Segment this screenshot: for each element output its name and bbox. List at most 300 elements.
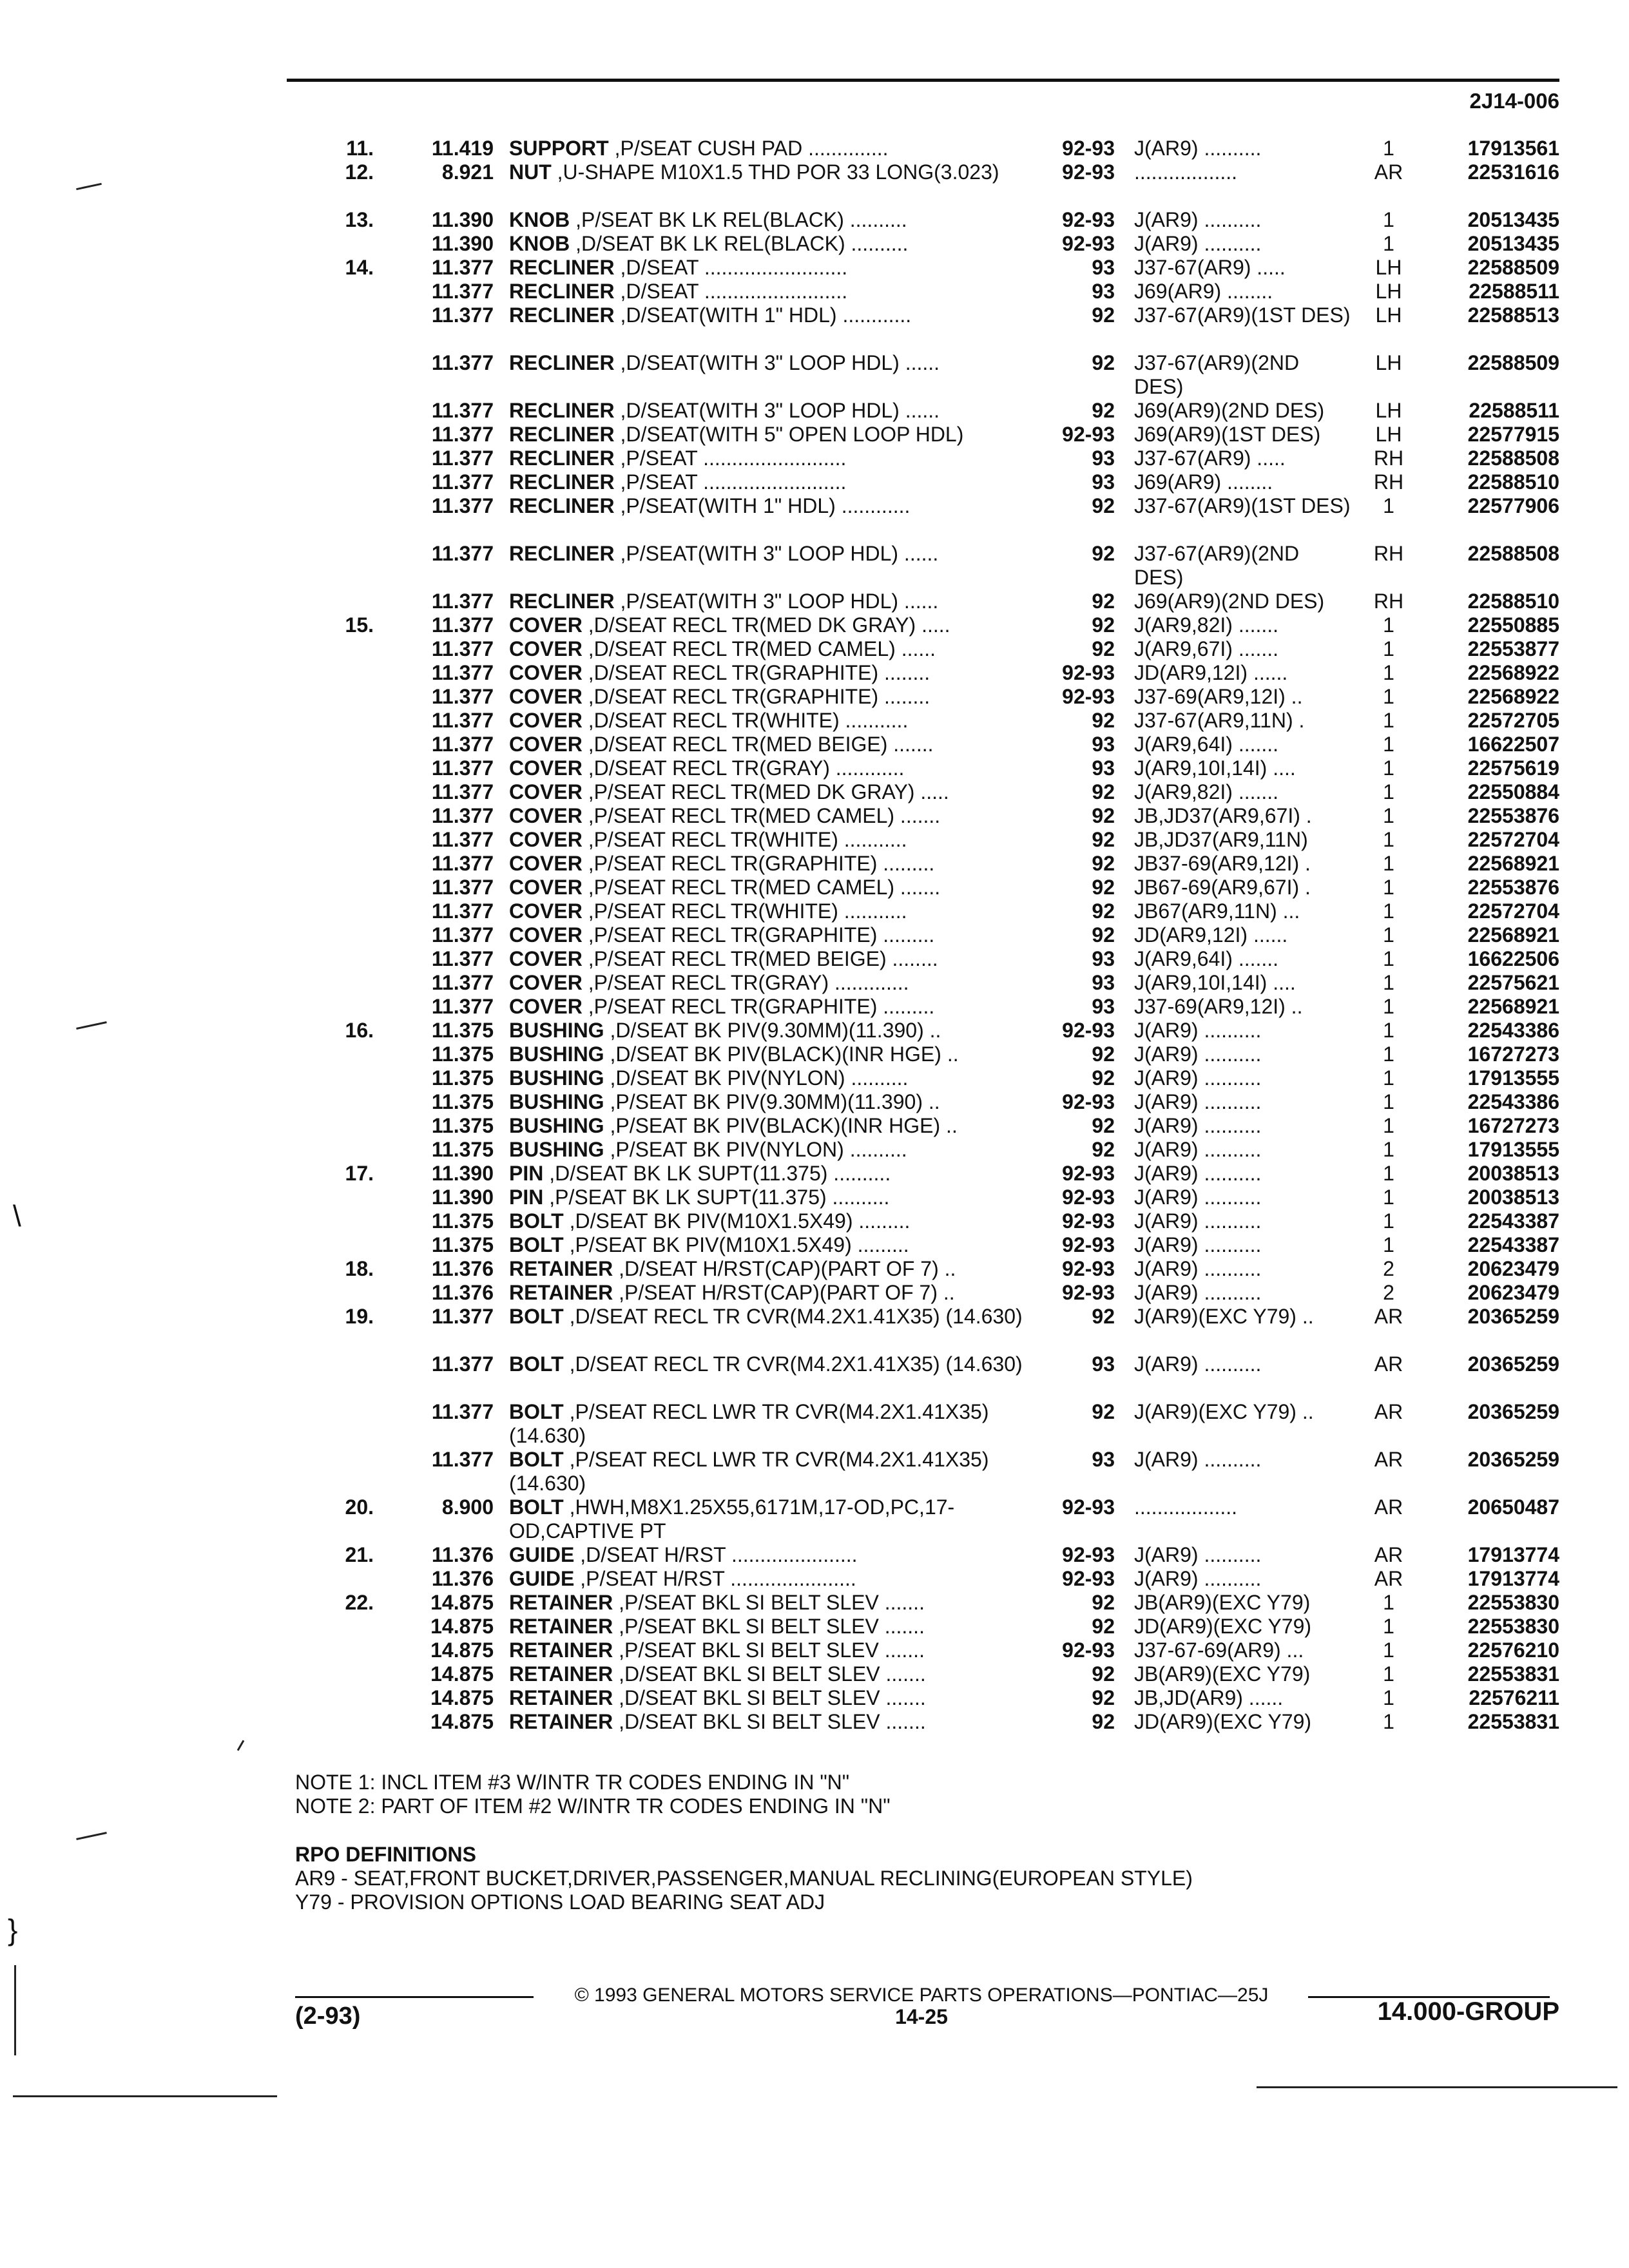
model-years: 92 xyxy=(1092,1686,1115,1709)
group-number: 14.875 xyxy=(430,1639,494,1662)
group-number: 11.377 xyxy=(431,828,494,851)
part-detail: ,P/SEAT RECL TR(GRAPHITE) ......... xyxy=(582,923,935,947)
part-number: 20038513 xyxy=(1467,1162,1559,1185)
quantity: 1 xyxy=(1383,971,1394,994)
group-number: 11.390 xyxy=(431,1186,494,1209)
part-row xyxy=(0,1305,1629,1352)
model-years: 92 xyxy=(1092,399,1115,422)
application: J(AR9) .......... xyxy=(1134,232,1262,255)
part-name: BUSHING xyxy=(509,1090,604,1113)
quantity: 1 xyxy=(1383,1090,1394,1113)
part-name: COVER xyxy=(509,709,583,732)
quantity: 1 xyxy=(1383,828,1394,851)
part-name: RECLINER xyxy=(509,303,615,327)
application: JB,JD37(AR9,67I) . xyxy=(1134,804,1312,827)
group-number: 11.377 xyxy=(431,542,494,565)
quantity: 1 xyxy=(1383,613,1394,637)
part-name: RETAINER xyxy=(509,1281,613,1304)
group-number: 11.419 xyxy=(431,137,494,160)
description xyxy=(509,1567,1044,1591)
group-number: 11.377 xyxy=(431,447,494,470)
part-name: RECLINER xyxy=(509,590,615,613)
part-name: RECLINER xyxy=(509,470,615,494)
description xyxy=(509,733,1044,756)
description xyxy=(509,1233,1044,1257)
model-years: 92 xyxy=(1092,590,1115,613)
quantity: AR xyxy=(1374,1543,1403,1566)
model-years: 92 xyxy=(1092,637,1115,660)
model-years: 92 xyxy=(1092,828,1115,851)
model-years: 92 xyxy=(1092,542,1115,565)
application: JD(AR9,12I) ...... xyxy=(1134,923,1288,947)
part-number: 22553877 xyxy=(1467,637,1559,660)
part-name: BOLT xyxy=(509,1233,564,1256)
application: J(AR9,82I) ....... xyxy=(1134,613,1279,637)
description xyxy=(509,1162,1044,1186)
copyright-line: © 1993 GENERAL MOTORS SERVICE PARTS OPERATIONS—PONTIAC—25J xyxy=(574,1984,1269,2006)
model-years: 92 xyxy=(1092,303,1115,327)
model-years: 93 xyxy=(1092,947,1115,970)
part-name: RETAINER xyxy=(509,1686,613,1709)
model-years: 92 xyxy=(1092,852,1115,875)
part-number: 22543387 xyxy=(1467,1233,1559,1256)
part-number: 17913774 xyxy=(1467,1543,1559,1566)
scan-mark xyxy=(14,1965,16,2055)
quantity: 1 xyxy=(1383,1019,1394,1042)
part-name: BOLT xyxy=(509,1209,564,1233)
application: J(AR9) .......... xyxy=(1134,208,1262,231)
rpo-line-y79: Y79 - PROVISION OPTIONS LOAD BEARING SEAT ADJ xyxy=(295,1890,825,1914)
part-number: 22588511 xyxy=(1469,399,1559,422)
group-number: 11.375 xyxy=(431,1114,494,1137)
part-detail: ,P/SEAT H/RST ...................... xyxy=(574,1567,856,1590)
part-name: COVER xyxy=(509,852,583,875)
model-years: 93 xyxy=(1092,256,1115,279)
quantity: 1 xyxy=(1383,232,1394,255)
part-name: COVER xyxy=(509,828,583,851)
group-number: 11.377 xyxy=(431,685,494,708)
application: J(AR9) .......... xyxy=(1134,1019,1262,1042)
part-row xyxy=(0,756,1629,780)
part-row xyxy=(0,947,1629,971)
part-row xyxy=(0,1352,1629,1400)
description xyxy=(509,804,1044,828)
model-years: 92-93 xyxy=(1062,1639,1115,1662)
application: J(AR9) .......... xyxy=(1134,1543,1262,1566)
part-number: 22588510 xyxy=(1467,590,1559,613)
part-row xyxy=(0,423,1629,447)
quantity: 1 xyxy=(1383,756,1394,780)
part-detail: ,P/SEAT RECL TR(MED CAMEL) ....... xyxy=(582,876,941,899)
part-name: RETAINER xyxy=(509,1639,613,1662)
part-detail: ,P/SEAT CUSH PAD .............. xyxy=(608,137,889,160)
application: J(AR9) .......... xyxy=(1134,1138,1262,1161)
part-row xyxy=(0,1495,1629,1543)
quantity: 1 xyxy=(1383,1591,1394,1614)
description xyxy=(509,1186,1044,1209)
part-name: BOLT xyxy=(509,1400,564,1423)
model-years: 93 xyxy=(1092,470,1115,494)
part-detail: ,P/SEAT BK PIV(M10X1.5X49) ......... xyxy=(563,1233,909,1256)
group-number: 11.375 xyxy=(431,1019,494,1042)
application: J37-67(AR9) ..... xyxy=(1134,256,1286,279)
part-name: RETAINER xyxy=(509,1591,613,1614)
part-number: 22572705 xyxy=(1467,709,1559,732)
part-number: 22576210 xyxy=(1467,1639,1559,1662)
description xyxy=(509,1066,1044,1090)
model-years: 92 xyxy=(1092,709,1115,732)
part-row xyxy=(0,256,1629,280)
part-number: 17913555 xyxy=(1467,1066,1559,1090)
scan-mark xyxy=(1257,2086,1617,2088)
description xyxy=(509,351,1044,375)
part-detail: ,D/SEAT RECL TR(MED DK GRAY) ..... xyxy=(582,613,950,637)
model-years: 92-93 xyxy=(1062,1186,1115,1209)
part-row xyxy=(0,613,1629,637)
application: JB(AR9)(EXC Y79) xyxy=(1134,1591,1311,1614)
application: J(AR9) .......... xyxy=(1134,1043,1262,1066)
group-number: 11.377 xyxy=(431,852,494,875)
part-row xyxy=(0,828,1629,852)
part-row xyxy=(0,1567,1629,1591)
group-number: 11.377 xyxy=(431,1305,494,1328)
part-name: RECLINER xyxy=(509,542,615,565)
model-years: 92 xyxy=(1092,780,1115,803)
part-row xyxy=(0,303,1629,351)
quantity: 1 xyxy=(1383,1615,1394,1638)
application: J37-67(AR9) ..... xyxy=(1134,447,1286,470)
item-number: 17. xyxy=(345,1162,374,1185)
model-years: 93 xyxy=(1092,280,1115,303)
quantity: LH xyxy=(1375,256,1402,279)
application: J37-67(AR9)(1ST DES) xyxy=(1134,494,1351,517)
application: JB(AR9)(EXC Y79) xyxy=(1134,1662,1311,1686)
quantity: 1 xyxy=(1383,1710,1394,1733)
quantity: 1 xyxy=(1383,661,1394,684)
part-row xyxy=(0,1686,1629,1710)
application: J37-69(AR9,12I) .. xyxy=(1134,995,1303,1018)
description xyxy=(509,1257,1044,1281)
quantity: 1 xyxy=(1383,995,1394,1018)
top-rule xyxy=(287,79,1559,82)
description xyxy=(509,1448,1044,1495)
application: J(AR9) .......... xyxy=(1134,1567,1262,1590)
part-detail: ,P/SEAT BKL SI BELT SLEV ....... xyxy=(613,1591,925,1614)
group-number: 11.377 xyxy=(431,470,494,494)
item-number: 11. xyxy=(346,137,374,160)
application: J(AR9)(EXC Y79) .. xyxy=(1134,1305,1314,1328)
model-years: 92-93 xyxy=(1062,1233,1115,1256)
description xyxy=(509,852,1044,876)
description xyxy=(509,256,1044,280)
part-name: COVER xyxy=(509,661,583,684)
application: JB67-69(AR9,67I) . xyxy=(1134,876,1311,899)
quantity: RH xyxy=(1373,590,1404,613)
part-row xyxy=(0,1591,1629,1615)
description xyxy=(509,447,1044,470)
description xyxy=(509,685,1044,709)
part-number: 22588508 xyxy=(1467,542,1559,565)
description xyxy=(509,1710,1044,1734)
part-row xyxy=(0,280,1629,303)
part-row xyxy=(0,1090,1629,1114)
quantity: LH xyxy=(1375,399,1402,422)
part-name: COVER xyxy=(509,995,583,1018)
part-detail: ,P/SEAT RECL TR(WHITE) ........... xyxy=(582,828,907,851)
part-detail: ,D/SEAT RECL TR(GRAPHITE) ........ xyxy=(582,685,930,708)
part-name: NUT xyxy=(509,160,552,184)
part-row xyxy=(0,637,1629,661)
model-years: 93 xyxy=(1092,733,1115,756)
quantity: 1 xyxy=(1383,1043,1394,1066)
model-years: 92 xyxy=(1092,1138,1115,1161)
part-name: COVER xyxy=(509,923,583,947)
group-number: 11.377 xyxy=(431,399,494,422)
group-number: 11.376 xyxy=(431,1257,494,1280)
application: J69(AR9) ........ xyxy=(1134,470,1273,494)
part-number: 22568922 xyxy=(1467,661,1559,684)
quantity: 1 xyxy=(1383,494,1394,517)
scan-glyph: } xyxy=(8,1913,18,1946)
part-row xyxy=(0,494,1629,542)
application: JB,JD(AR9) ...... xyxy=(1134,1686,1284,1709)
group-number: 11.377 xyxy=(431,256,494,279)
part-number: 22553831 xyxy=(1467,1710,1559,1733)
description xyxy=(509,709,1044,733)
application: J(AR9) .......... xyxy=(1134,1448,1262,1471)
model-years: 92-93 xyxy=(1062,1567,1115,1590)
part-row xyxy=(0,1209,1629,1233)
part-row xyxy=(0,542,1629,590)
application: J(AR9) .......... xyxy=(1134,1186,1262,1209)
part-detail: ,D/SEAT RECL TR CVR(M4.2X1.41X35) (14.630) xyxy=(563,1352,1023,1376)
model-years: 93 xyxy=(1092,971,1115,994)
part-detail: ,D/SEAT RECL TR(GRAY) ............ xyxy=(582,756,905,780)
application: J(AR9,10I,14I) .... xyxy=(1134,971,1296,994)
part-name: BOLT xyxy=(509,1495,564,1519)
application: J37-69(AR9,12I) .. xyxy=(1134,685,1303,708)
part-row xyxy=(0,1281,1629,1305)
footer-rule-left xyxy=(295,1996,534,1998)
part-row xyxy=(0,470,1629,494)
quantity: 1 xyxy=(1383,804,1394,827)
part-name: COVER xyxy=(509,613,583,637)
description xyxy=(509,995,1044,1019)
part-detail: ,D/SEAT H/RST ...................... xyxy=(574,1543,858,1566)
part-name: COVER xyxy=(509,685,583,708)
part-name: BUSHING xyxy=(509,1066,604,1090)
quantity: 1 xyxy=(1383,1233,1394,1256)
model-years: 93 xyxy=(1092,447,1115,470)
part-number: 22576211 xyxy=(1469,1686,1559,1709)
part-row xyxy=(0,351,1629,399)
application: J(AR9) .......... xyxy=(1134,1281,1262,1304)
application: J69(AR9)(1ST DES) xyxy=(1134,423,1321,446)
application: JD(AR9)(EXC Y79) xyxy=(1134,1710,1312,1733)
part-number: 22588509 xyxy=(1467,351,1559,374)
quantity: 1 xyxy=(1383,208,1394,231)
part-name: COVER xyxy=(509,899,583,923)
part-number: 22553876 xyxy=(1467,876,1559,899)
quantity: 2 xyxy=(1383,1281,1394,1304)
model-years: 92 xyxy=(1092,804,1115,827)
item-number: 15. xyxy=(345,613,374,637)
quantity: RH xyxy=(1373,470,1404,494)
scan-glyph: \ xyxy=(13,1199,21,1233)
group-number: 11.377 xyxy=(431,494,494,517)
part-detail: ,U-SHAPE M10X1.5 THD POR 33 LONG(3.023) xyxy=(551,160,999,184)
description xyxy=(509,1662,1044,1686)
group-number: 11.377 xyxy=(431,780,494,803)
group-number: 11.377 xyxy=(431,876,494,899)
group-label: 14.000-GROUP xyxy=(1377,1997,1559,2026)
part-number: 22572704 xyxy=(1467,899,1559,923)
part-name: BUSHING xyxy=(509,1138,604,1161)
group-number: 11.377 xyxy=(431,709,494,732)
quantity: AR xyxy=(1374,1448,1403,1471)
application: J(AR9) .......... xyxy=(1134,1114,1262,1137)
model-years: 92 xyxy=(1092,899,1115,923)
model-years: 92-93 xyxy=(1062,1543,1115,1566)
part-detail: ,P/SEAT BK PIV(BLACK)(INR HGE) .. xyxy=(604,1114,958,1137)
group-number: 11.377 xyxy=(431,756,494,780)
group-number: 11.377 xyxy=(431,280,494,303)
part-detail: ,P/SEAT BK LK SUPT(11.375) .......... xyxy=(543,1186,890,1209)
part-number: 22575619 xyxy=(1467,756,1559,780)
part-row xyxy=(0,232,1629,256)
description xyxy=(509,590,1044,613)
model-years: 92-93 xyxy=(1062,661,1115,684)
description xyxy=(509,1090,1044,1114)
part-number: 22568921 xyxy=(1467,852,1559,875)
part-row xyxy=(0,447,1629,470)
part-name: BOLT xyxy=(509,1448,564,1471)
part-row xyxy=(0,971,1629,995)
scan-mark xyxy=(13,2095,277,2097)
part-name: RECLINER xyxy=(509,423,615,446)
part-detail: ,P/SEAT ......................... xyxy=(614,447,847,470)
part-name: COVER xyxy=(509,971,583,994)
description xyxy=(509,1400,1044,1448)
description xyxy=(509,1281,1044,1305)
description xyxy=(509,876,1044,899)
part-name: COVER xyxy=(509,637,583,660)
part-row xyxy=(0,1114,1629,1138)
part-number: 16622506 xyxy=(1467,947,1559,970)
part-name: SUPPORT xyxy=(509,137,609,160)
part-row xyxy=(0,1257,1629,1281)
part-number: 22572704 xyxy=(1467,828,1559,851)
part-name: RECLINER xyxy=(509,447,615,470)
part-number: 22553830 xyxy=(1467,1615,1559,1638)
quantity: 1 xyxy=(1383,876,1394,899)
part-number: 22568921 xyxy=(1467,995,1559,1018)
part-row xyxy=(0,1233,1629,1257)
quantity: 1 xyxy=(1383,733,1394,756)
part-number: 22550884 xyxy=(1467,780,1559,803)
quantity: RH xyxy=(1373,447,1404,470)
part-row xyxy=(0,1710,1629,1734)
part-number: 22588509 xyxy=(1467,256,1559,279)
part-name: RECLINER xyxy=(509,494,615,517)
quantity: 1 xyxy=(1383,1186,1394,1209)
part-row xyxy=(0,1639,1629,1662)
part-row xyxy=(0,1019,1629,1043)
description xyxy=(509,1686,1044,1710)
application: J(AR9) .......... xyxy=(1134,1257,1262,1280)
item-number: 18. xyxy=(345,1257,374,1280)
scan-mark xyxy=(76,1832,107,1840)
part-number: 20038513 xyxy=(1467,1186,1559,1209)
description xyxy=(509,1114,1044,1138)
group-number: 11.375 xyxy=(431,1233,494,1256)
group-number: 11.375 xyxy=(431,1066,494,1090)
application: J(AR9) .......... xyxy=(1134,1162,1262,1185)
group-number: 11.377 xyxy=(431,923,494,947)
description xyxy=(509,423,1044,447)
application: J(AR9) .......... xyxy=(1134,1209,1262,1233)
part-detail: ,P/SEAT ......................... xyxy=(614,470,847,494)
rpo-title: RPO DEFINITIONS xyxy=(295,1843,476,1866)
part-detail: ,P/SEAT RECL TR(WHITE) ........... xyxy=(582,899,907,923)
description xyxy=(509,232,1044,256)
group-number: 11.377 xyxy=(431,590,494,613)
part-name: RECLINER xyxy=(509,351,615,374)
model-years: 92-93 xyxy=(1062,160,1115,184)
quantity: AR xyxy=(1374,1305,1403,1328)
description xyxy=(509,542,1044,566)
part-number: 17913774 xyxy=(1467,1567,1559,1590)
part-number: 22543387 xyxy=(1467,1209,1559,1233)
group-number: 8.900 xyxy=(441,1495,494,1519)
quantity: 1 xyxy=(1383,923,1394,947)
part-detail: ,D/SEAT(WITH 3" LOOP HDL) ...... xyxy=(614,351,940,374)
part-row xyxy=(0,923,1629,947)
part-number: 22543386 xyxy=(1467,1019,1559,1042)
item-number: 13. xyxy=(345,208,374,231)
quantity: 1 xyxy=(1383,137,1394,160)
part-number: 20623479 xyxy=(1467,1257,1559,1280)
application: J69(AR9) ........ xyxy=(1134,280,1273,303)
model-years: 92-93 xyxy=(1062,208,1115,231)
description xyxy=(509,137,1044,160)
scan-mark xyxy=(237,1740,245,1751)
page-number: 14-25 xyxy=(895,2005,948,2028)
model-years: 92-93 xyxy=(1062,1090,1115,1113)
part-detail: ,P/SEAT(WITH 1" HDL) ............ xyxy=(614,494,911,517)
application: J(AR9,82I) ....... xyxy=(1134,780,1279,803)
model-years: 92-93 xyxy=(1062,137,1115,160)
part-detail: ,P/SEAT RECL LWR TR CVR(M4.2X1.41X35)(14.630) xyxy=(509,1448,989,1495)
part-name: GUIDE xyxy=(509,1543,575,1566)
part-name: RECLINER xyxy=(509,399,615,422)
part-name: BUSHING xyxy=(509,1114,604,1137)
item-number: 19. xyxy=(345,1305,374,1328)
part-detail: ,D/SEAT RECL TR(GRAPHITE) ........ xyxy=(582,661,930,684)
group-number: 11.390 xyxy=(431,208,494,231)
part-number: 20513435 xyxy=(1467,208,1559,231)
part-detail: ,D/SEAT(WITH 1" HDL) ............ xyxy=(614,303,912,327)
part-detail: ,P/SEAT(WITH 3" LOOP HDL) ...... xyxy=(614,542,939,565)
part-name: COVER xyxy=(509,804,583,827)
group-number: 11.377 xyxy=(431,351,494,374)
part-row xyxy=(0,804,1629,828)
description xyxy=(509,971,1044,995)
part-detail: ,D/SEAT BK LK REL(BLACK) .......... xyxy=(570,232,909,255)
model-years: 92 xyxy=(1092,1615,1115,1638)
application: J(AR9,64I) ....... xyxy=(1134,733,1279,756)
application: J37-67(AR9)(1ST DES) xyxy=(1134,303,1351,327)
